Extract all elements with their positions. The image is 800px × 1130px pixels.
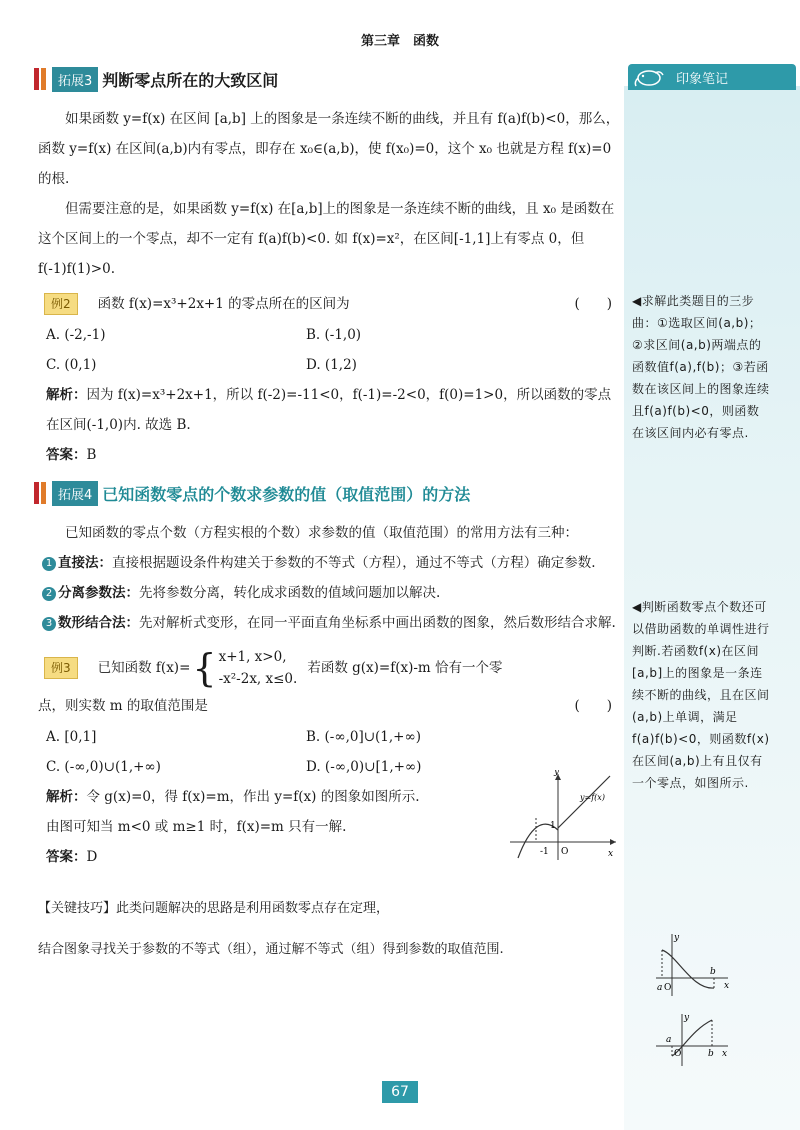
- example3-option-b: B. (-∞,0]∪(1,+∞): [306, 729, 422, 745]
- example3-badge: 例3: [44, 657, 78, 679]
- notes-tab-label: 印象笔记: [676, 71, 729, 87]
- example2-analysis-label: 解析：: [46, 387, 87, 403]
- example2-answer-label: 答案：: [46, 447, 87, 463]
- section4-intro: 已知函数的零点个数（方程实根的个数）求参数的值（取值范围）的常用方法有三种：: [65, 525, 578, 541]
- example2-options: [46, 320, 620, 380]
- example2-answer: [46, 440, 620, 470]
- section3-title: 判断零点所在的大致区间: [102, 70, 279, 90]
- example2-analysis: [46, 380, 620, 440]
- graph-neg1-label: -1: [540, 847, 549, 857]
- method-2-label: 分离参数法：: [58, 585, 139, 601]
- graph2-b: b: [708, 1049, 714, 1059]
- example2-option-d: D. (1,2): [306, 357, 357, 373]
- key-skill-line-1: [38, 895, 620, 923]
- example3-answer-blank: ( ): [574, 698, 612, 714]
- side-graph-2: [652, 1010, 732, 1070]
- example2-option-b: B. (-1,0): [306, 327, 362, 343]
- example3-answer-value: D: [86, 849, 98, 865]
- side-graph-1: [652, 930, 732, 1000]
- graph1-o: O: [664, 983, 672, 993]
- method-3-number: 3: [42, 617, 56, 631]
- section3-tag: 拓展3: [52, 67, 98, 92]
- graph-one-label: 1: [550, 821, 556, 831]
- example3-piecewise: [190, 646, 297, 690]
- section4-marker-red: [34, 482, 39, 504]
- section3-marker-red: [34, 68, 39, 90]
- example3-answer-label: 答案：: [46, 849, 87, 865]
- example3-stem-cont-row: [38, 690, 620, 722]
- main-content: [38, 60, 620, 977]
- example3-option-a: A. [0,1]: [46, 729, 97, 745]
- piecewise-case-1: x+1, x>0,: [218, 649, 287, 665]
- example2-badge: 例2: [44, 293, 78, 315]
- graph1-y: y: [674, 933, 680, 943]
- section4-header: [34, 478, 620, 508]
- method-1-text: 直接根据题设条件构建关于参数的不等式（方程），通过不等式（方程）确定参数.: [112, 555, 596, 571]
- example3-stem-row: [38, 646, 620, 690]
- method-3-label: 数形结合法：: [58, 615, 139, 631]
- side-note-1: ◀求解此类题目的三步曲：①选取区间(a,b)；②求区间(a,b)两端点的函数值f(a),f(b)；③若函数在该区间上的图象连续且f(a)f(b)<0，则函数在该区间内必有零点.: [632, 294, 770, 440]
- example2-stem-row: [38, 288, 620, 320]
- example2-option-c: C. (0,1): [46, 357, 97, 373]
- section4-tag: 拓展4: [52, 481, 98, 506]
- elephant-icon: [632, 66, 668, 88]
- method-1-label: 直接法：: [58, 555, 112, 571]
- example2-answer-value: B: [86, 447, 97, 463]
- key-skill-line-2: 结合图象寻找关于参数的不等式（组），通过解不等式（组）得到参数的取值范围.: [38, 942, 504, 957]
- graph1-b: b: [710, 967, 716, 977]
- example3-option-c: C. (-∞,0)∪(1,+∞): [46, 759, 161, 775]
- section3-header: [34, 64, 620, 94]
- method-3-text: 先对解析式变形，在同一平面直角坐标系中画出函数的图象，然后数形结合求解.: [139, 615, 616, 631]
- example3-option-d: D. (-∞,0)∪[1,+∞): [306, 759, 422, 775]
- example2-stem: 函数 f(x)=x³+2x+1 的零点所在的区间为: [97, 296, 350, 312]
- graph2-o: O: [674, 1049, 682, 1059]
- page-header: 第三章 函数: [360, 34, 439, 49]
- example3-stem-post: 若函数 g(x)=f(x)-m 恰有一个零: [307, 660, 503, 676]
- graph-fx-label: y=f(x): [580, 793, 605, 802]
- key-skill-text-1: 此类问题解决的思路是利用函数零点存在定理，: [116, 901, 390, 916]
- graph-x-label: x: [608, 849, 614, 859]
- notes-tab: [628, 64, 796, 90]
- method-3: [42, 608, 620, 638]
- example2-analysis-text: 因为 f(x)=x³+2x+1，所以 f(-2)=-11<0，f(-1)=-2<0，f(0)=1>0，所以函数的零点在区间(-1,0)内. 故选 B.: [46, 387, 612, 433]
- key-skill-label: 【关键技巧】: [38, 901, 117, 916]
- example3-stem-pre: 已知函数 f(x)=: [97, 660, 191, 676]
- graph-y-label: y: [554, 770, 560, 777]
- graph1-x: x: [724, 981, 730, 991]
- section3-marker-orange: [41, 68, 46, 90]
- page-number: 67: [382, 1081, 418, 1103]
- section3-paragraph-2: 但需要注意的是，如果函数 y=f(x) 在[a,b]上的图象是一条连续不断的曲线，且 x₀ 是函数在这个区间上的一个零点，却不一定有 f(a)f(b)<0. 如 f(x)=x²，在区间[-1,1]上有零点 0，但 f(-1)f(1)>0.: [38, 201, 615, 277]
- example2-answer-blank: ( ): [574, 296, 612, 312]
- graph2-y: y: [684, 1013, 690, 1023]
- example3-analysis-block: [38, 770, 620, 882]
- method-1-number: 1: [42, 557, 56, 571]
- section3-paragraph-1: 如果函数 y=f(x) 在区间 [a,b] 上的图象是一条连续不断的曲线，并且有 f(a)f(b)<0，那么，函数 y=f(x) 在区间(a,b)内有零点，即存在 x₀∈(a,b)，使 f(x₀)=0，这个 x₀ 也就是方程 f(x)=0 的根.: [38, 111, 620, 187]
- example2-option-a: A. (-2,-1): [46, 327, 106, 343]
- method-2-number: 2: [42, 587, 56, 601]
- method-2-text: 先将参数分离，转化成求函数的值域问题加以解决.: [139, 585, 441, 601]
- piecewise-brace: {: [192, 646, 217, 690]
- graph-origin-label: O: [561, 847, 569, 857]
- graph2-a: a: [666, 1035, 672, 1045]
- sidebar-notes: [624, 0, 800, 1130]
- example3-graph: [506, 770, 620, 862]
- example3-analysis-label: 解析：: [46, 789, 87, 805]
- graph2-x: x: [722, 1049, 728, 1059]
- graph1-a: a: [657, 983, 663, 993]
- example3-analysis-text-1: 令 g(x)=0，得 f(x)=m，作出 y=f(x) 的图象如图所示.: [86, 789, 420, 805]
- example3-stem-cont: 点，则实数 m 的取值范围是: [38, 698, 208, 714]
- side-note-2: ◀判断函数零点个数还可以借助函数的单调性进行判断.若函数f(x)在区间[a,b]上的图象是一条连续不断的曲线，且在区间(a,b)上单调，满足f(a)f(b)<0，则函数f(x)在区间(a,b)上有且仅有一个零点，如图所示.: [632, 600, 770, 790]
- section4-title: 已知函数零点的个数求参数的值（取值范围）的方法: [102, 484, 471, 504]
- method-1: [42, 548, 620, 578]
- example3-analysis-2: 由图可知当 m<0 或 m≥1 时，f(x)=m 只有一解.: [46, 819, 347, 835]
- piecewise-case-2: -x²-2x, x≤0.: [218, 671, 298, 687]
- section4-marker-orange: [41, 482, 46, 504]
- method-2: [42, 578, 620, 608]
